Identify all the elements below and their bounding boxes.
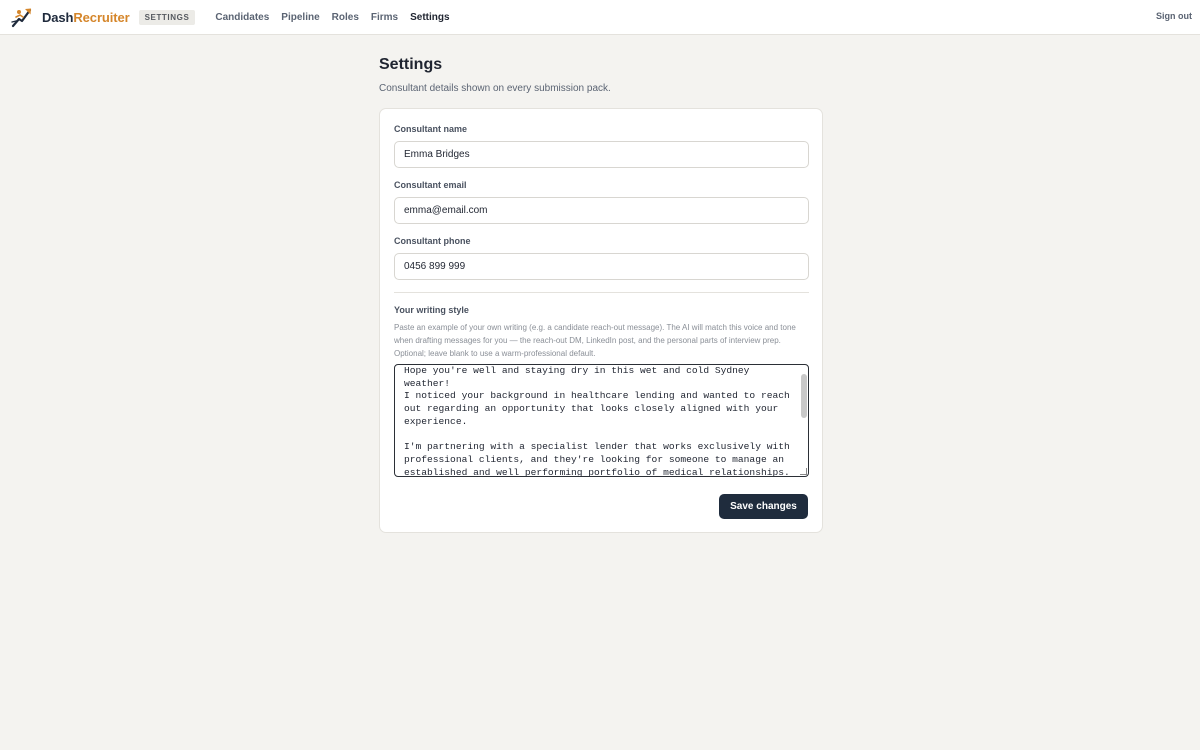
save-changes-button[interactable]: Save changes (719, 494, 808, 519)
settings-main (379, 35, 823, 533)
nav-item-pipeline[interactable]: Pipeline (281, 11, 320, 23)
app-logo[interactable] (10, 5, 130, 29)
top-navigation-bar (0, 0, 1200, 35)
settings-form-card (379, 108, 823, 533)
consultant-phone-label: Consultant phone (394, 236, 471, 246)
section-divider (394, 292, 809, 293)
brand-name: DashRecruiter (42, 9, 130, 25)
consultant-name-label: Consultant name (394, 124, 468, 134)
consultant-phone-input[interactable] (394, 253, 809, 280)
sign-out-link[interactable]: Sign out (1156, 11, 1192, 21)
resize-grip-icon[interactable] (800, 468, 807, 475)
nav-item-settings[interactable]: Settings (410, 11, 450, 23)
nav-item-candidates[interactable]: Candidates (215, 11, 270, 23)
consultant-email-label: Consultant email (394, 180, 467, 190)
writing-style-label: Your writing style (394, 305, 469, 315)
writing-style-textarea[interactable] (394, 364, 809, 477)
consultant-email-input[interactable] (394, 197, 809, 224)
page-subtitle: Consultant details shown on every submission pack. (379, 83, 611, 94)
writing-style-textarea-wrapper (394, 364, 809, 477)
running-figure-arrow-icon (10, 5, 34, 29)
main-nav (215, 12, 461, 23)
nav-item-roles[interactable]: Roles (331, 11, 359, 23)
nav-item-firms[interactable]: Firms (370, 11, 399, 23)
section-badge: SETTINGS (139, 10, 196, 25)
textarea-scrollbar[interactable] (799, 366, 807, 475)
scrollbar-thumb[interactable] (801, 374, 807, 418)
page-title: Settings (379, 56, 443, 73)
consultant-name-input[interactable] (394, 141, 809, 168)
writing-style-help-text: Paste an example of your own writing (e.g. a candidate reach-out message). The AI will match this voice and tone when drafting messages for you — the reach-out DM, LinkedIn post, and the personal parts of interview prep. Optional; leave blank to use a warm-professional default. (394, 323, 796, 358)
